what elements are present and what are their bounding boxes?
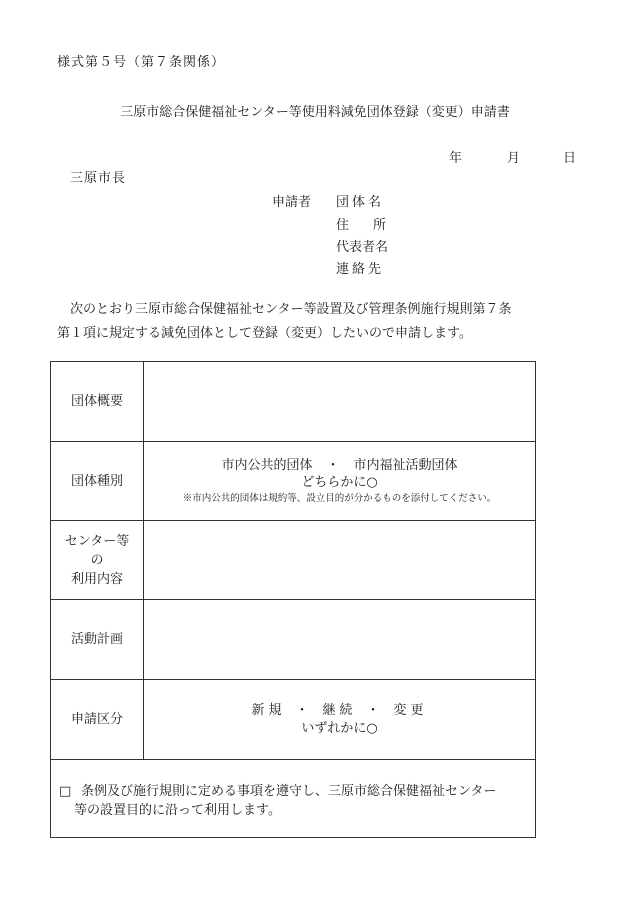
address-char-1: 住	[336, 218, 350, 233]
date-day-label: 日	[563, 151, 577, 166]
row-pledge	[51, 760, 535, 837]
intro-line-2: 第１項に規定する減免団体として登録（変更）したいので申請します。	[57, 326, 472, 341]
type-label: 団体種別	[51, 442, 144, 520]
category-separator-1: ・	[295, 702, 313, 718]
plan-field[interactable]	[144, 600, 535, 679]
category-choose-instruction: いずれかに○	[301, 720, 378, 736]
type-field	[144, 442, 535, 520]
applicant-address-label	[336, 214, 386, 233]
category-options	[251, 702, 427, 720]
applicant-label: 申請者	[272, 195, 312, 210]
row-overview	[51, 362, 535, 442]
type-separator: ・	[326, 457, 340, 473]
usage-label-line-3: 利用内容	[70, 571, 123, 587]
pledge-text	[59, 782, 529, 820]
row-plan	[51, 600, 535, 680]
plan-label: 活動計画	[51, 600, 144, 679]
addressee: 三原市長	[70, 171, 127, 186]
usage-field[interactable]	[144, 521, 535, 599]
address-char-2: 所	[373, 218, 387, 233]
type-option-public[interactable]: 市内公共的団体	[221, 457, 313, 473]
date-year-label: 年	[449, 151, 463, 166]
pledge-checkbox[interactable]: □	[59, 784, 72, 799]
usage-label	[51, 521, 144, 599]
category-field	[144, 680, 535, 759]
category-option-new[interactable]: 新規	[251, 702, 286, 718]
intro-paragraph	[57, 298, 577, 346]
row-type	[51, 442, 535, 521]
overview-field[interactable]	[144, 362, 535, 441]
applicant-org-name-label: 団体名	[336, 195, 385, 210]
document-title: 三原市総合保健福祉センター等使用料減免団体登録（変更）申請書	[120, 105, 510, 120]
type-choose-instruction: どちらかに○	[301, 474, 378, 490]
usage-label-line-2: の	[90, 552, 104, 568]
intro-line-1: 次のとおり三原市総合保健福祉センター等設置及び管理条例施行規則第７条	[70, 302, 512, 317]
category-option-continue[interactable]: 継続	[322, 702, 357, 718]
application-table	[50, 361, 536, 838]
applicant-representative-label: 代表者名	[336, 240, 389, 255]
category-option-change[interactable]: 変更	[393, 702, 428, 718]
category-label: 申請区分	[51, 680, 144, 759]
applicant-contact-label: 連絡先	[336, 262, 385, 277]
usage-label-line-1: センター等	[64, 533, 130, 549]
category-separator-2: ・	[366, 702, 384, 718]
pledge-line-1: 条例及び施行規則に定める事項を遵守し、三原市総合保健福祉センター	[81, 784, 497, 799]
pledge-line-2: 等の設置目的に沿って利用します。	[74, 803, 281, 818]
row-usage	[51, 521, 535, 600]
date-month-label: 月	[507, 151, 521, 166]
type-option-welfare[interactable]: 市内福祉活動団体	[353, 457, 458, 473]
type-options	[221, 457, 457, 474]
type-note: ※市内公共的団体は規約等、設立目的が分かるものを添付してください。	[182, 492, 497, 504]
row-category	[51, 680, 535, 760]
form-number: 様式第５号（第７条関係）	[57, 55, 226, 70]
overview-label: 団体概要	[51, 362, 144, 441]
